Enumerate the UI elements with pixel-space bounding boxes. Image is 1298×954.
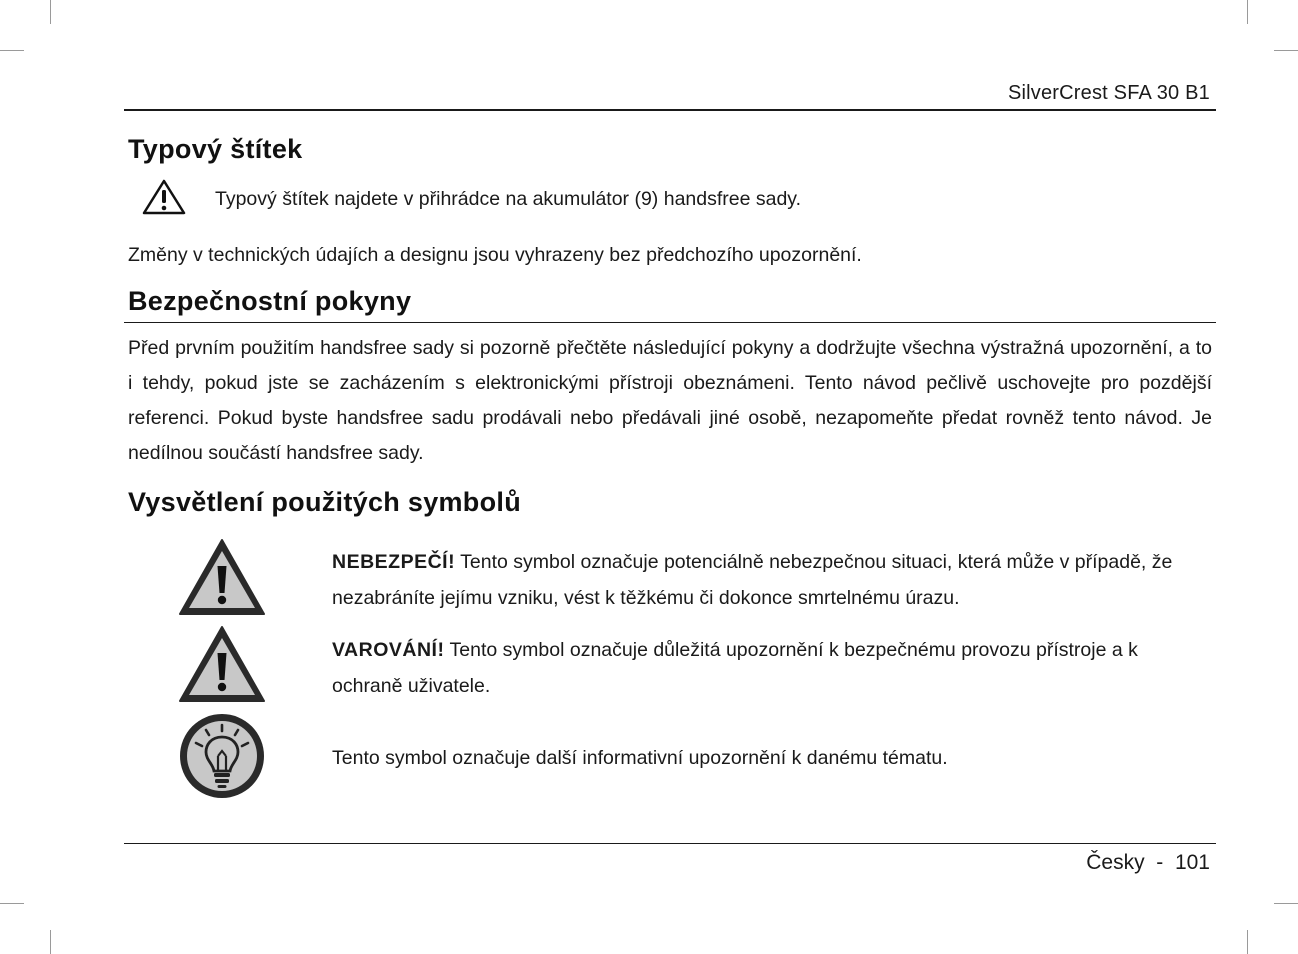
crop-mark (1274, 50, 1298, 51)
warning-description: Tento symbol označuje důležitá upozornění k bezpečnému provozu přístroje a k ochraně uživatele. (332, 639, 1138, 697)
heading-symbols: Vysvětlení použitých symbolů (128, 487, 521, 517)
crop-mark (0, 903, 24, 904)
crop-mark (1247, 930, 1248, 954)
symbol-danger-text (332, 544, 1212, 616)
danger-label: NEBEZPEČÍ! (332, 551, 456, 573)
crop-mark (50, 0, 51, 24)
footer-separator: - (1156, 851, 1164, 874)
safety-paragraph: Před prvním použitím handsfree sady si pozorně přečtěte následující pokyny a dodržujte všechna výstražná upozornění, a to i tehdy, pokud jste se zacházením s elektronickými přístroji obeznámeni. Tento návod pečlivě uschovejte pro pozdější referenci. Pokud byste handsfree sadu prodávali nebo předávali jiné osobě, nezapomeňte předat rovněž tento návod. Je nedílnou součástí handsfree sady. (128, 337, 1212, 464)
symbol-info-text: Tento symbol označuje další informativní upozornění k danému tématu. (332, 747, 948, 769)
danger-description: Tento symbol označuje potenciálně nebezpečnou situaci, která může v případě, že nezabráníte jejímu vzniku, vést k těžkému či dokonce smrtelnému úrazu. (332, 551, 1173, 609)
changes-note: Změny v technických údajích a designu jsou vyhrazeny bez předchozího upozornění. (128, 244, 862, 266)
crop-mark (1247, 0, 1248, 24)
heading-safety: Bezpečnostní pokyny (128, 286, 412, 316)
footer-language: Česky (1086, 851, 1145, 874)
crop-mark (1274, 903, 1298, 904)
section-rule (124, 322, 1216, 323)
header-rule (124, 109, 1216, 111)
danger-triangle-icon (178, 538, 266, 616)
heading-type-label: Typový štítek (128, 134, 303, 164)
symbol-warning-text (332, 632, 1212, 704)
warning-triangle-icon (142, 179, 186, 215)
lightbulb-icon (178, 711, 266, 801)
running-header: SilverCrest SFA 30 B1 (1007, 82, 1210, 104)
page-number: 101 (1174, 851, 1210, 874)
footer-rule (124, 843, 1216, 844)
crop-mark (0, 50, 24, 51)
warning-triangle-icon (178, 625, 266, 703)
crop-mark (50, 930, 51, 954)
page-footer (1086, 851, 1210, 875)
warning-label: VAROVÁNÍ! (332, 639, 445, 661)
type-label-note: Typový štítek najdete v přihrádce na akumulátor (9) handsfree sady. (215, 188, 802, 210)
